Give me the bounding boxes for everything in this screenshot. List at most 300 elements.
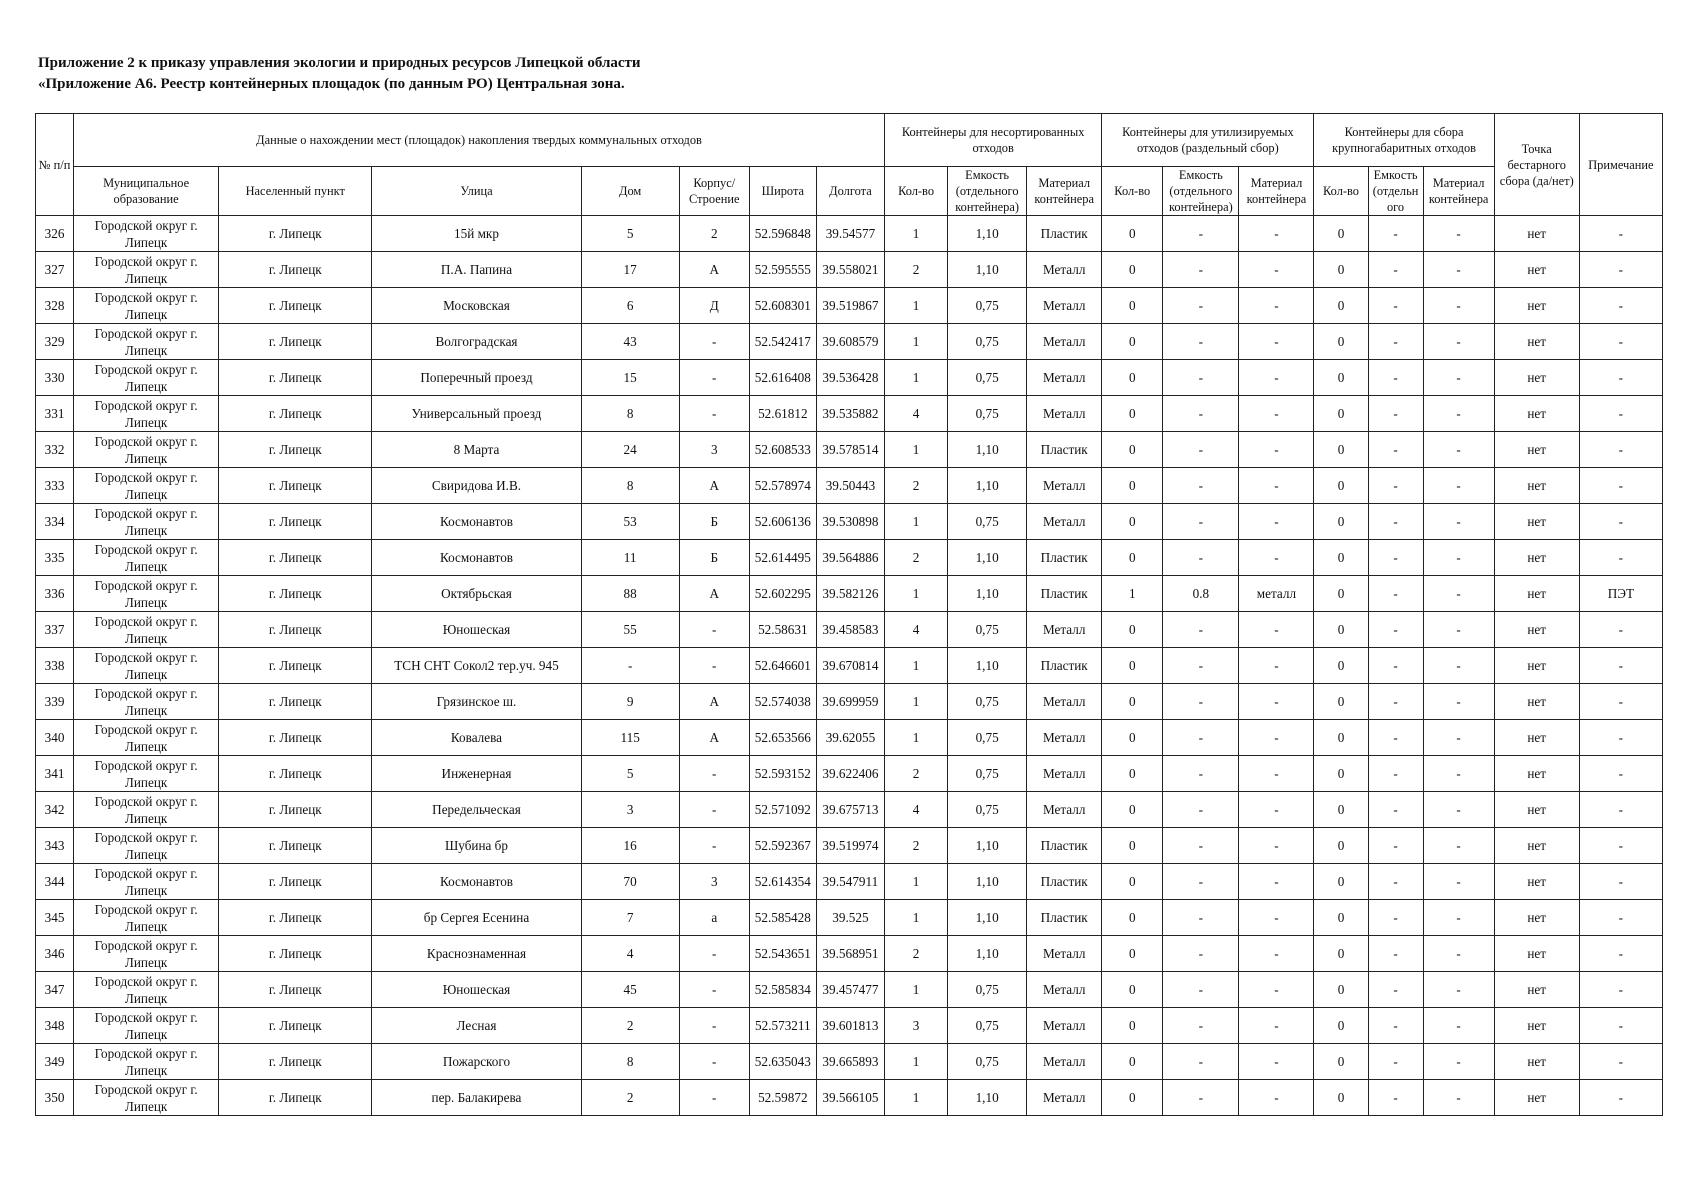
longitude-cell: 39.535882 xyxy=(816,396,884,432)
table-row xyxy=(36,828,1663,864)
street-cell: Шубина бр xyxy=(372,828,581,864)
row-number-cell: 349 xyxy=(36,1044,74,1080)
unsorted-capacity-cell: 1,10 xyxy=(948,540,1027,576)
municipality-cell: Городской округ г. Липецк xyxy=(74,684,219,720)
house-cell: 4 xyxy=(581,936,679,972)
latitude-cell: 52.571092 xyxy=(749,792,816,828)
recyclable-material-cell: - xyxy=(1239,432,1314,468)
latitude-cell: 52.593152 xyxy=(749,756,816,792)
unsorted-capacity-header: Емкость (отдельного контейнера) xyxy=(948,167,1027,216)
location-group-header: Данные о нахождении мест (площадок) накопления твердых коммунальных отходов xyxy=(74,114,885,167)
recyclable-capacity-cell: - xyxy=(1163,900,1239,936)
row-number-cell: 336 xyxy=(36,576,74,612)
bulk-point-cell: нет xyxy=(1494,216,1579,252)
recyclable-count-header: Кол-во xyxy=(1102,167,1163,216)
recyclable-capacity-cell: - xyxy=(1163,756,1239,792)
unsorted-count-header: Кол-во xyxy=(885,167,948,216)
bulky-capacity-cell: - xyxy=(1368,576,1423,612)
building-cell: Б xyxy=(679,504,749,540)
street-cell: Московская xyxy=(372,288,581,324)
unsorted-capacity-cell: 1,10 xyxy=(948,432,1027,468)
building-cell: - xyxy=(679,1008,749,1044)
house-header: Дом xyxy=(581,167,679,216)
municipality-cell: Городской округ г. Липецк xyxy=(74,252,219,288)
note-cell: ПЭТ xyxy=(1579,576,1662,612)
longitude-cell: 39.608579 xyxy=(816,324,884,360)
street-cell: Поперечный проезд xyxy=(372,360,581,396)
recyclable-count-cell: 0 xyxy=(1102,648,1163,684)
bulky-capacity-cell: - xyxy=(1368,648,1423,684)
settlement-header: Населенный пункт xyxy=(219,167,372,216)
recyclable-capacity-cell: - xyxy=(1163,252,1239,288)
settlement-cell: г. Липецк xyxy=(219,684,372,720)
bulky-material-cell: - xyxy=(1423,792,1494,828)
table-body xyxy=(36,216,1663,1116)
note-cell: - xyxy=(1579,360,1662,396)
bulk-point-cell: нет xyxy=(1494,1080,1579,1116)
latitude-cell: 52.596848 xyxy=(749,216,816,252)
unsorted-capacity-cell: 0,75 xyxy=(948,720,1027,756)
bulky-material-cell: - xyxy=(1423,756,1494,792)
bulky-capacity-cell: - xyxy=(1368,972,1423,1008)
recyclable-count-cell: 0 xyxy=(1102,540,1163,576)
recyclable-material-cell: - xyxy=(1239,216,1314,252)
unsorted-capacity-cell: 0,75 xyxy=(948,756,1027,792)
building-cell: - xyxy=(679,936,749,972)
bulky-count-header: Кол-во xyxy=(1314,167,1368,216)
bulky-material-cell: - xyxy=(1423,864,1494,900)
heading-line-1: Приложение 2 к приказу управления экологии и природных ресурсов Липецкой области xyxy=(38,55,641,71)
bulky-count-cell: 0 xyxy=(1314,972,1368,1008)
longitude-cell: 39.54577 xyxy=(816,216,884,252)
unsorted-count-cell: 1 xyxy=(885,864,948,900)
settlement-cell: г. Липецк xyxy=(219,360,372,396)
recyclable-count-cell: 0 xyxy=(1102,288,1163,324)
bulk-point-cell: нет xyxy=(1494,612,1579,648)
municipality-cell: Городской округ г. Липецк xyxy=(74,1044,219,1080)
bulky-count-cell: 0 xyxy=(1314,720,1368,756)
recyclable-material-cell: - xyxy=(1239,684,1314,720)
settlement-cell: г. Липецк xyxy=(219,324,372,360)
unsorted-count-cell: 1 xyxy=(885,504,948,540)
building-cell: - xyxy=(679,396,749,432)
settlement-cell: г. Липецк xyxy=(219,864,372,900)
bulky-material-cell: - xyxy=(1423,252,1494,288)
settlement-cell: г. Липецк xyxy=(219,828,372,864)
latitude-cell: 52.608533 xyxy=(749,432,816,468)
unsorted-material-cell: Металл xyxy=(1027,936,1102,972)
municipality-cell: Городской округ г. Липецк xyxy=(74,936,219,972)
bulky-capacity-cell: - xyxy=(1368,468,1423,504)
unsorted-material-cell: Металл xyxy=(1027,360,1102,396)
unsorted-capacity-cell: 0,75 xyxy=(948,1044,1027,1080)
bulky-material-cell: - xyxy=(1423,612,1494,648)
note-cell: - xyxy=(1579,1044,1662,1080)
bulky-capacity-cell: - xyxy=(1368,1044,1423,1080)
house-cell: 11 xyxy=(581,540,679,576)
street-cell: бр Сергея Есенина xyxy=(372,900,581,936)
bulky-capacity-cell: - xyxy=(1368,1080,1423,1116)
settlement-cell: г. Липецк xyxy=(219,576,372,612)
recyclable-capacity-cell: - xyxy=(1163,396,1239,432)
recyclable-count-cell: 0 xyxy=(1102,432,1163,468)
unsorted-material-cell: Пластик xyxy=(1027,216,1102,252)
latitude-cell: 52.653566 xyxy=(749,720,816,756)
street-cell: ТСН СНТ Сокол2 тер.уч. 945 xyxy=(372,648,581,684)
recyclable-count-cell: 0 xyxy=(1102,720,1163,756)
row-number-cell: 330 xyxy=(36,360,74,396)
bulky-material-cell: - xyxy=(1423,288,1494,324)
unsorted-count-cell: 1 xyxy=(885,216,948,252)
bulky-count-cell: 0 xyxy=(1314,828,1368,864)
bulk-point-cell: нет xyxy=(1494,432,1579,468)
bulky-capacity-cell: - xyxy=(1368,396,1423,432)
note-cell: - xyxy=(1579,684,1662,720)
municipality-header: Муниципальное образование xyxy=(74,167,219,216)
recyclable-count-cell: 0 xyxy=(1102,360,1163,396)
bulky-capacity-cell: - xyxy=(1368,432,1423,468)
unsorted-count-cell: 1 xyxy=(885,288,948,324)
settlement-cell: г. Липецк xyxy=(219,540,372,576)
row-number-cell: 341 xyxy=(36,756,74,792)
municipality-cell: Городской округ г. Липецк xyxy=(74,288,219,324)
street-cell: Передельческая xyxy=(372,792,581,828)
bulky-capacity-cell: - xyxy=(1368,612,1423,648)
longitude-cell: 39.530898 xyxy=(816,504,884,540)
building-cell: - xyxy=(679,972,749,1008)
unsorted-material-cell: Металл xyxy=(1027,612,1102,648)
bulky-capacity-cell: - xyxy=(1368,828,1423,864)
municipality-cell: Городской округ г. Липецк xyxy=(74,360,219,396)
settlement-cell: г. Липецк xyxy=(219,936,372,972)
bulky-count-cell: 0 xyxy=(1314,324,1368,360)
bulky-material-cell: - xyxy=(1423,504,1494,540)
building-cell: - xyxy=(679,828,749,864)
row-number-cell: 331 xyxy=(36,396,74,432)
unsorted-material-cell: Металл xyxy=(1027,396,1102,432)
house-cell: 8 xyxy=(581,396,679,432)
bulk-point-cell: нет xyxy=(1494,684,1579,720)
row-number-cell: 347 xyxy=(36,972,74,1008)
street-cell: Универсальный проезд xyxy=(372,396,581,432)
bulky-capacity-cell: - xyxy=(1368,864,1423,900)
row-number-cell: 340 xyxy=(36,720,74,756)
settlement-cell: г. Липецк xyxy=(219,252,372,288)
unsorted-capacity-cell: 0,75 xyxy=(948,1008,1027,1044)
bulky-count-cell: 0 xyxy=(1314,576,1368,612)
bulk-point-cell: нет xyxy=(1494,900,1579,936)
longitude-cell: 39.568951 xyxy=(816,936,884,972)
latitude-cell: 52.585428 xyxy=(749,900,816,936)
recyclable-capacity-cell: - xyxy=(1163,288,1239,324)
municipality-cell: Городской округ г. Липецк xyxy=(74,216,219,252)
recyclable-count-cell: 0 xyxy=(1102,684,1163,720)
unsorted-capacity-cell: 0,75 xyxy=(948,792,1027,828)
longitude-cell: 39.519974 xyxy=(816,828,884,864)
municipality-cell: Городской округ г. Липецк xyxy=(74,612,219,648)
row-number-cell: 338 xyxy=(36,648,74,684)
row-number-cell: 337 xyxy=(36,612,74,648)
building-cell: 3 xyxy=(679,864,749,900)
building-cell: а xyxy=(679,900,749,936)
bulky-count-cell: 0 xyxy=(1314,468,1368,504)
recyclable-count-cell: 0 xyxy=(1102,252,1163,288)
house-cell: 45 xyxy=(581,972,679,1008)
bulky-capacity-cell: - xyxy=(1368,936,1423,972)
recyclable-count-cell: 0 xyxy=(1102,972,1163,1008)
longitude-cell: 39.601813 xyxy=(816,1008,884,1044)
unsorted-capacity-cell: 0,75 xyxy=(948,612,1027,648)
bulky-count-cell: 0 xyxy=(1314,540,1368,576)
settlement-cell: г. Липецк xyxy=(219,972,372,1008)
unsorted-material-cell: Металл xyxy=(1027,684,1102,720)
table-row xyxy=(36,468,1663,504)
unsorted-material-cell: Пластик xyxy=(1027,432,1102,468)
bulk-point-cell: нет xyxy=(1494,576,1579,612)
latitude-cell: 52.616408 xyxy=(749,360,816,396)
house-cell: 88 xyxy=(581,576,679,612)
bulk-point-cell: нет xyxy=(1494,648,1579,684)
unsorted-capacity-cell: 0,75 xyxy=(948,972,1027,1008)
bulk-point-cell: нет xyxy=(1494,504,1579,540)
recyclable-material-header: Материал контейнера xyxy=(1239,167,1314,216)
unsorted-material-cell: Металл xyxy=(1027,468,1102,504)
latitude-cell: 52.602295 xyxy=(749,576,816,612)
unsorted-count-cell: 2 xyxy=(885,756,948,792)
house-cell: 43 xyxy=(581,324,679,360)
bulky-material-cell: - xyxy=(1423,360,1494,396)
note-cell: - xyxy=(1579,936,1662,972)
house-cell: 7 xyxy=(581,900,679,936)
recyclable-capacity-cell: - xyxy=(1163,540,1239,576)
bulky-capacity-cell: - xyxy=(1368,540,1423,576)
unsorted-capacity-cell: 1,10 xyxy=(948,936,1027,972)
recyclable-material-cell: - xyxy=(1239,648,1314,684)
bulky-material-header: Материал контейнера xyxy=(1423,167,1494,216)
recyclable-count-cell: 0 xyxy=(1102,324,1163,360)
note-cell: - xyxy=(1579,972,1662,1008)
row-number-cell: 329 xyxy=(36,324,74,360)
longitude-cell: 39.566105 xyxy=(816,1080,884,1116)
bulk-point-cell: нет xyxy=(1494,828,1579,864)
building-cell: А xyxy=(679,252,749,288)
table-row xyxy=(36,684,1663,720)
building-cell: - xyxy=(679,612,749,648)
building-cell: - xyxy=(679,324,749,360)
longitude-cell: 39.622406 xyxy=(816,756,884,792)
unsorted-material-cell: Металл xyxy=(1027,972,1102,1008)
bulky-count-cell: 0 xyxy=(1314,396,1368,432)
bulk-point-cell: нет xyxy=(1494,252,1579,288)
unsorted-group-header: Контейнеры для несортированных отходов xyxy=(885,114,1102,167)
street-cell: Октябрьская xyxy=(372,576,581,612)
street-header: Улица xyxy=(372,167,581,216)
recyclable-capacity-cell: - xyxy=(1163,648,1239,684)
latitude-cell: 52.574038 xyxy=(749,684,816,720)
row-number-cell: 345 xyxy=(36,900,74,936)
bulky-count-cell: 0 xyxy=(1314,792,1368,828)
municipality-cell: Городской округ г. Липецк xyxy=(74,576,219,612)
row-number-cell: 326 xyxy=(36,216,74,252)
recyclable-material-cell: - xyxy=(1239,864,1314,900)
street-cell: пер. Балакирева xyxy=(372,1080,581,1116)
note-cell: - xyxy=(1579,1080,1662,1116)
house-cell: - xyxy=(581,648,679,684)
bulky-capacity-cell: - xyxy=(1368,900,1423,936)
table-row xyxy=(36,864,1663,900)
unsorted-material-cell: Металл xyxy=(1027,504,1102,540)
table-row xyxy=(36,540,1663,576)
recyclable-capacity-cell: - xyxy=(1163,792,1239,828)
house-cell: 115 xyxy=(581,720,679,756)
settlement-cell: г. Липецк xyxy=(219,432,372,468)
bulky-count-cell: 0 xyxy=(1314,936,1368,972)
table-row xyxy=(36,216,1663,252)
bulky-count-cell: 0 xyxy=(1314,900,1368,936)
unsorted-count-cell: 4 xyxy=(885,396,948,432)
longitude-cell: 39.458583 xyxy=(816,612,884,648)
bulk-point-cell: нет xyxy=(1494,864,1579,900)
bulk-point-cell: нет xyxy=(1494,972,1579,1008)
row-number-cell: 339 xyxy=(36,684,74,720)
recyclable-material-cell: - xyxy=(1239,504,1314,540)
unsorted-material-cell: Металл xyxy=(1027,324,1102,360)
table-row xyxy=(36,720,1663,756)
unsorted-capacity-cell: 0,75 xyxy=(948,288,1027,324)
table-row xyxy=(36,648,1663,684)
house-cell: 8 xyxy=(581,1044,679,1080)
street-cell: Инженерная xyxy=(372,756,581,792)
recyclable-capacity-cell: - xyxy=(1163,936,1239,972)
latitude-cell: 52.578974 xyxy=(749,468,816,504)
table-row xyxy=(36,504,1663,540)
house-cell: 3 xyxy=(581,792,679,828)
unsorted-count-cell: 1 xyxy=(885,360,948,396)
table-row xyxy=(36,936,1663,972)
recyclable-capacity-cell: - xyxy=(1163,216,1239,252)
street-cell: Грязинское ш. xyxy=(372,684,581,720)
unsorted-material-cell: Металл xyxy=(1027,252,1102,288)
table-row xyxy=(36,1044,1663,1080)
building-cell: Б xyxy=(679,540,749,576)
longitude-cell: 39.525 xyxy=(816,900,884,936)
bulky-capacity-cell: - xyxy=(1368,1008,1423,1044)
unsorted-count-cell: 2 xyxy=(885,540,948,576)
latitude-cell: 52.646601 xyxy=(749,648,816,684)
latitude-cell: 52.614354 xyxy=(749,864,816,900)
recyclable-capacity-cell: - xyxy=(1163,468,1239,504)
bulky-material-cell: - xyxy=(1423,540,1494,576)
unsorted-count-cell: 2 xyxy=(885,252,948,288)
unsorted-count-cell: 2 xyxy=(885,828,948,864)
recyclable-count-cell: 0 xyxy=(1102,936,1163,972)
row-number-cell: 335 xyxy=(36,540,74,576)
recyclable-material-cell: - xyxy=(1239,900,1314,936)
note-cell: - xyxy=(1579,252,1662,288)
municipality-cell: Городской округ г. Липецк xyxy=(74,324,219,360)
unsorted-count-cell: 1 xyxy=(885,648,948,684)
house-cell: 16 xyxy=(581,828,679,864)
unsorted-capacity-cell: 0,75 xyxy=(948,360,1027,396)
municipality-cell: Городской округ г. Липецк xyxy=(74,900,219,936)
bulky-count-cell: 0 xyxy=(1314,648,1368,684)
latitude-cell: 52.606136 xyxy=(749,504,816,540)
longitude-header: Долгота xyxy=(816,167,884,216)
latitude-cell: 52.585834 xyxy=(749,972,816,1008)
building-cell: - xyxy=(679,792,749,828)
unsorted-count-cell: 1 xyxy=(885,972,948,1008)
unsorted-material-cell: Металл xyxy=(1027,1080,1102,1116)
house-cell: 55 xyxy=(581,612,679,648)
table-row xyxy=(36,612,1663,648)
unsorted-capacity-cell: 1,10 xyxy=(948,252,1027,288)
bulk-point-cell: нет xyxy=(1494,540,1579,576)
recyclable-capacity-cell: - xyxy=(1163,864,1239,900)
row-number-cell: 327 xyxy=(36,252,74,288)
longitude-cell: 39.670814 xyxy=(816,648,884,684)
bulky-count-cell: 0 xyxy=(1314,756,1368,792)
bulky-material-cell: - xyxy=(1423,216,1494,252)
latitude-cell: 52.635043 xyxy=(749,1044,816,1080)
row-number-cell: 328 xyxy=(36,288,74,324)
table-header xyxy=(36,114,1663,216)
bulky-count-cell: 0 xyxy=(1314,1080,1368,1116)
unsorted-material-cell: Пластик xyxy=(1027,828,1102,864)
bulky-material-cell: - xyxy=(1423,648,1494,684)
note-cell: - xyxy=(1579,756,1662,792)
longitude-cell: 39.62055 xyxy=(816,720,884,756)
municipality-cell: Городской округ г. Липецк xyxy=(74,648,219,684)
recyclable-count-cell: 0 xyxy=(1102,900,1163,936)
bulky-material-cell: - xyxy=(1423,1008,1494,1044)
street-cell: Космонавтов xyxy=(372,504,581,540)
municipality-cell: Городской округ г. Липецк xyxy=(74,468,219,504)
note-cell: - xyxy=(1579,504,1662,540)
row-number-cell: 343 xyxy=(36,828,74,864)
bulky-group-header: Контейнеры для сбора крупногабаритных отходов xyxy=(1314,114,1494,167)
note-cell: - xyxy=(1579,540,1662,576)
row-number-cell: 344 xyxy=(36,864,74,900)
longitude-cell: 39.547911 xyxy=(816,864,884,900)
bulk-point-cell: нет xyxy=(1494,360,1579,396)
bulk-point-cell: нет xyxy=(1494,1008,1579,1044)
bulk-point-cell: нет xyxy=(1494,324,1579,360)
unsorted-count-cell: 1 xyxy=(885,720,948,756)
recyclable-capacity-cell: - xyxy=(1163,1080,1239,1116)
recyclable-group-header: Контейнеры для утилизируемых отходов (раздельный сбор) xyxy=(1102,114,1314,167)
unsorted-count-cell: 2 xyxy=(885,936,948,972)
recyclable-count-cell: 0 xyxy=(1102,468,1163,504)
bulky-capacity-header: Емкость (отдельн ого xyxy=(1368,167,1423,216)
latitude-cell: 52.542417 xyxy=(749,324,816,360)
longitude-cell: 39.50443 xyxy=(816,468,884,504)
building-cell: Д xyxy=(679,288,749,324)
unsorted-material-cell: Пластик xyxy=(1027,648,1102,684)
table-row xyxy=(36,360,1663,396)
note-cell: - xyxy=(1579,864,1662,900)
recyclable-capacity-cell: - xyxy=(1163,720,1239,756)
bulky-capacity-cell: - xyxy=(1368,252,1423,288)
bulky-material-cell: - xyxy=(1423,432,1494,468)
bulk-point-cell: нет xyxy=(1494,1044,1579,1080)
unsorted-capacity-cell: 1,10 xyxy=(948,1080,1027,1116)
bulky-material-cell: - xyxy=(1423,900,1494,936)
longitude-cell: 39.558021 xyxy=(816,252,884,288)
bulky-capacity-cell: - xyxy=(1368,792,1423,828)
recyclable-capacity-cell: - xyxy=(1163,612,1239,648)
latitude-cell: 52.543651 xyxy=(749,936,816,972)
bulky-count-cell: 0 xyxy=(1314,432,1368,468)
